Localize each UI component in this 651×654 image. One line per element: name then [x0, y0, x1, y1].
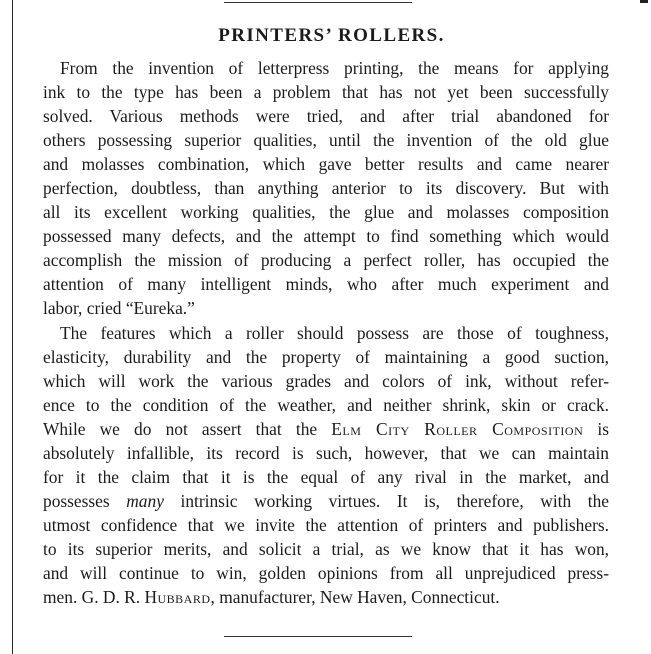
paragraph-2-line-4: ence to the condition of the weather, and neither shrink, skin or crack. [43, 395, 609, 415]
emphasized-word: many [126, 491, 164, 511]
top-divider-rule [224, 2, 412, 3]
paragraph-1-line-4: others possessing superior qualities, until the invention of the old glue [43, 130, 609, 150]
paragraph-2-line-10: to its superior merits, and solicit a trial, as we know that it has won, [43, 539, 609, 559]
paragraph-2-line-11: and will continue to win, golden opinions from all unprejudiced press- [43, 563, 609, 583]
line-5-text-after: is [583, 419, 610, 439]
paragraph-1-line-2: ink to the type has been a problem that has not yet been successfully [43, 82, 609, 102]
line-5-text-before: While we do not assert that the [43, 419, 332, 439]
paragraph-1-line-1: From the invention of letterpress printing, the means for applying [60, 58, 609, 78]
corner-mark [640, 0, 648, 3]
paragraph-1-line-9: accomplish the mission of producing a perfect roller, has occupied the [43, 250, 609, 270]
paragraph-2-line-8 [43, 489, 609, 513]
line-8-text-after: intrinsic working virtues. It is, therefore, with the [163, 491, 609, 511]
product-name: Elm City Roller Composition [331, 419, 584, 439]
paragraph-2-line-5 [43, 417, 609, 441]
paragraph-1-line-11: labor, cried “Eureka.” [43, 298, 195, 318]
paragraph-2-line-2: elasticity, durability and the property of maintaining a good suction, [43, 347, 609, 367]
paragraph-1-line-8: possessed many defects, and the attempt to find something which would [43, 226, 609, 246]
line-12-text-before: men. G. D. R. [43, 587, 145, 607]
paragraph-2-line-7: for it the claim that it is the equal of any rival in the market, and [43, 467, 609, 487]
page [12, 0, 651, 654]
manufacturer-name: Hubbard [144, 587, 211, 607]
paragraph-2-line-3: which will work the various grades and colors of ink, without refer- [43, 371, 609, 391]
line-8-text-before: possesses [43, 491, 127, 511]
bottom-divider-rule [224, 636, 412, 637]
paragraph-1-line-5: and molasses combination, which gave better results and came nearer [43, 154, 609, 174]
article-title: PRINTERS’ ROLLERS. [218, 25, 445, 46]
paragraph-2-line-6: absolutely infallible, its record is such, however, that we can maintain [43, 443, 609, 463]
paragraph-1-line-7: all its excellent working qualities, the glue and molasses composition [43, 202, 609, 222]
paragraph-2-line-12 [43, 585, 500, 609]
left-margin-rule [12, 0, 13, 654]
paragraph-2-line-1: The features which a roller should possess are those of toughness, [60, 323, 609, 343]
paragraph-1-line-3: solved. Various methods were tried, and after trial abandoned for [43, 106, 609, 126]
paragraph-1-line-10: attention of many intelligent minds, who after much experiment and [43, 274, 609, 294]
line-12-text-after: , manufacturer, New Haven, Connecticut. [210, 587, 500, 607]
paragraph-1-line-6: perfection, doubtless, than anything anterior to its discovery. But with [43, 178, 609, 198]
paragraph-2-line-9: utmost confidence that we invite the attention of printers and publishers. [43, 515, 609, 535]
